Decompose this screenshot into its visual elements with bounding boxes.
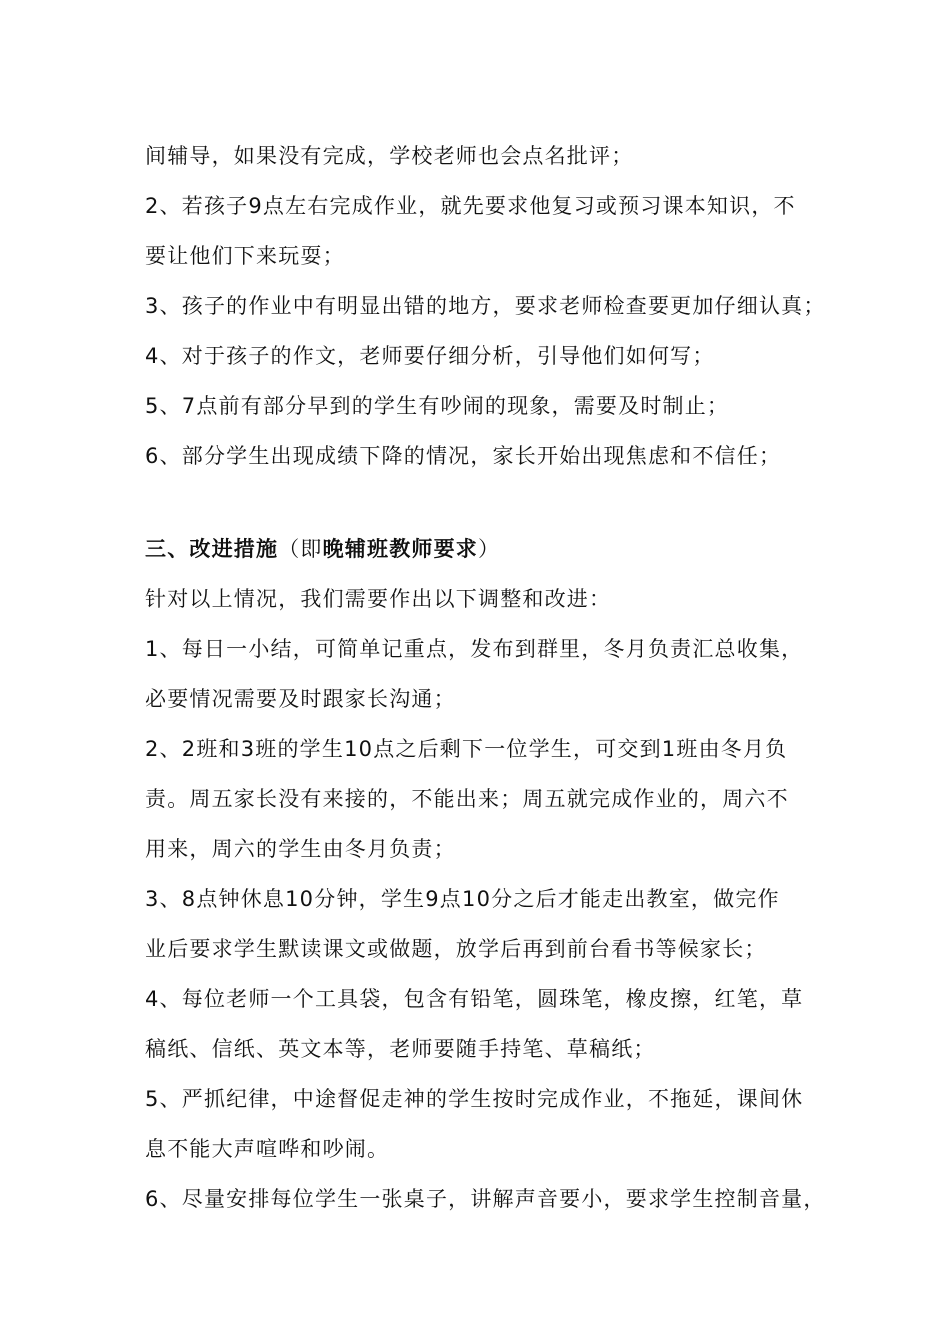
document-page [145,131,825,1224]
text-line: 6、尽量安排每位学生一张桌子，讲解声音要小，要求学生控制音量， [145,1187,826,1211]
section-heading-bold: 晚辅班教师要求 [322,537,479,561]
text-line: 4、每位老师一个工具袋，包含有铅笔，圆珠笔，橡皮擦，红笔，草 [145,987,804,1011]
text-line: 4、对于孩子的作文，老师要仔细分析，引导他们如何写； [145,344,715,368]
text-line: 针对以上情况，我们需要作出以下调整和改进： [145,587,612,611]
section-spacer [145,481,825,524]
text-line: 责。周五家长没有来接的，不能出来；周五就完成作业的，周六不 [145,787,789,811]
text-line: 要让他们下来玩耍； [145,244,345,268]
section-heading-paren-open: （即 [278,537,323,561]
text-line: 息不能大声喧哗和吵闹。 [145,1137,390,1161]
text-line: 3、8点钟休息10分钟，学生9点10分之后才能走出教室，做完作 [145,887,780,911]
text-line: 稿纸、信纸、英文本等，老师要随手持笔、草稿纸； [145,1037,656,1061]
text-line: 业后要求学生默读课文或做题，放学后再到前台看书等候家长； [145,937,767,961]
text-line: 2、若孩子9点左右完成作业，就先要求他复习或预习课本知识，不 [145,194,796,218]
text-line: 5、7点前有部分早到的学生有吵闹的现象，需要及时制止； [145,394,730,418]
text-line: 3、孩子的作业中有明显出错的地方，要求老师检查要更加仔细认真； [145,294,826,318]
section-heading-prefix: 三、改进措施 [145,537,279,561]
text-line: 6、部分学生出现成绩下降的情况，家长开始出现焦虑和不信任； [145,444,782,468]
text-line: 2、2班和3班的学生10点之后剩下一位学生，可交到1班由冬月负 [145,737,788,761]
text-line: 用来，周六的学生由冬月负责； [145,837,456,861]
text-line: 5、严抓纪律，中途督促走神的学生按时完成作业，不拖延，课间休 [145,1087,804,1111]
text-line: 必要情况需要及时跟家长沟通； [145,687,456,711]
section-heading [145,524,825,574]
section-heading-paren-close: ） [478,537,501,561]
text-line: 1、每日一小结，可简单记重点，发布到群里，冬月负责汇总收集， [145,637,804,661]
text-line: 间辅导，如果没有完成，学校老师也会点名批评； [145,144,634,168]
